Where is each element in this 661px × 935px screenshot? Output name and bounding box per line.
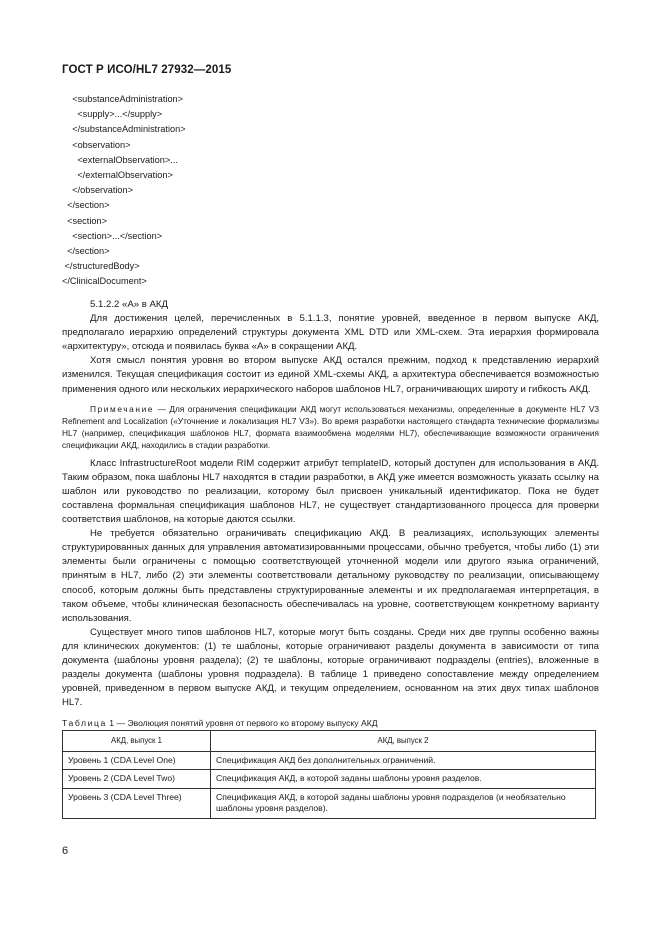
table-cell: Уровень 1 (CDA Level One) <box>63 751 211 770</box>
table-row <box>63 770 596 789</box>
levels-table <box>62 730 596 819</box>
table-header-row <box>63 731 596 752</box>
code-line: </structuredBody> <box>62 261 140 272</box>
table-caption-text: 1 — Эволюция понятий уровня от первого ко второму выпуску АКД <box>106 718 378 729</box>
code-line: <substanceAdministration> <box>62 94 184 104</box>
code-line: </externalObservation> <box>62 170 173 181</box>
table-header-cell: АКД, выпуск 1 <box>63 731 211 752</box>
table-cell: Уровень 2 (CDA Level Two) <box>63 770 211 789</box>
code-line: <section>...</section> <box>62 230 163 241</box>
table-row <box>63 788 596 818</box>
paragraph: Не требуется обязательно ограничивать спецификацию АКД. В реализациях, использующих элементы структурированных данных для управления автоматизированными процессами, обычно требуется, чтобы либо (1) эти элементы были ограничены с помощью соответствующей уточненной модели или другого языка ограничений, принятым в HL7, либо (2) эти элементы соответствовали детальному руководству по реализации, описывающему способ, которым должны быть представлены структурированные элементы и их предполагаемая интерпретация, в таком объеме, чтобы клиническая безопасность обеспечивалась на уровне, соответствующем конкретному варианту использования. <box>62 528 599 624</box>
code-line: </section> <box>62 246 110 257</box>
code-line: </substanceAdministration> <box>62 124 186 135</box>
table-row <box>63 751 596 770</box>
paragraph: Для достижения целей, перечисленных в 5.1.1.3, понятие уровней, введенное в первом выпуске АКД, предполагало иерархию определений структуры документа XML DTD или XML-схем. Эта иерархия формировала «архитектуру», отсюда и появилась буква «А» в сокращении АКД. <box>62 313 599 353</box>
table-caption-label: Таблица <box>62 718 107 729</box>
code-line: <supply>...</supply> <box>62 109 163 120</box>
paragraph: Существует много типов шаблонов HL7, которые могут быть созданы. Среди них две группы особенно важны для клинических документов: (1) те шаблоны, которые ограничивают разделы документа в зависимости от типа документа (шаблоны уровня раздела); (2) те шаблоны, которые ограничивают подразделы (entries), вложенные в разделы документа (шаблоны уровня подраздела). В таблице 1 приведено сопоставление между определением уровней, приведенном в первом выпуске АКД, и текущим определением, основанном на этих двух типах шаблонов HL7. <box>62 626 599 709</box>
table-cell: Спецификация АКД, в которой заданы шаблоны уровня разделов. <box>211 770 596 789</box>
code-line: <section> <box>62 215 107 226</box>
paragraph: Хотя смысл понятия уровня во втором выпуске АКД остался прежним, подход к представлению иерархий изменился. Текущая спецификация состоит из единой XML-схемы АКД, а архитектура обеспечивается возможностью применения одного или нескольких иерархического наборов шаблонов HL7, ограничивающих широту и гибкость АКД. <box>62 355 599 395</box>
table-header-cell: АКД, выпуск 2 <box>211 731 596 752</box>
xml-code-listing <box>62 92 186 290</box>
note-label: Примечание <box>90 403 155 414</box>
section-heading: 5.1.2.2 «А» в АКД <box>90 299 168 310</box>
table-cell: Спецификация АКД, в которой заданы шаблоны уровня подразделов (и необязательно шаблоны уровня разделов). <box>211 788 596 818</box>
note <box>62 403 599 451</box>
code-line: </ClinicalDocument> <box>62 276 147 287</box>
code-line: <externalObservation>... <box>62 154 178 165</box>
table-cell: Спецификация АКД без дополнительных ограничений. <box>211 751 596 770</box>
section-body <box>62 298 599 819</box>
paragraph: Класс InfrastructureRoot модели RIM содержит атрибут templateID, который доступен для использования в АКД. Таким образом, пока шаблоны HL7 находятся в стадии разработки, в АКД уже имеется возможность указать ссылку на шаблон или руководство по реализации, которому был присвоен уникальный идентификатор. Пока не будет составлена формальная спецификация шаблонов HL7, не существует стандартизованного процесса для проверки соответствия шаблонов, на которые даются ссылки. <box>62 457 599 526</box>
code-line: <observation> <box>62 139 131 150</box>
code-line: </observation> <box>62 185 133 196</box>
document-header: ГОСТ Р ИСО/HL7 27932—2015 <box>62 64 232 76</box>
table-caption <box>62 716 599 730</box>
page-number: 6 <box>62 845 69 857</box>
note-text: — Для ограничения спецификации АКД могут использоваться механизмы, определенные в документе HL7 V3 Refinement and Localization («Уточнение и локализация HL7 V3»). Во время разработки настоящего стандарта технические формализмы HL7 (например, спецификация шаблонов HL7, формата взаимообмена моделями HL7), обеспечивающие возможности ограничения спецификации АКД, находились в стадии разработки. <box>62 403 599 450</box>
code-line: </section> <box>62 200 110 211</box>
table-cell: Уровень 3 (CDA Level Three) <box>63 788 211 818</box>
